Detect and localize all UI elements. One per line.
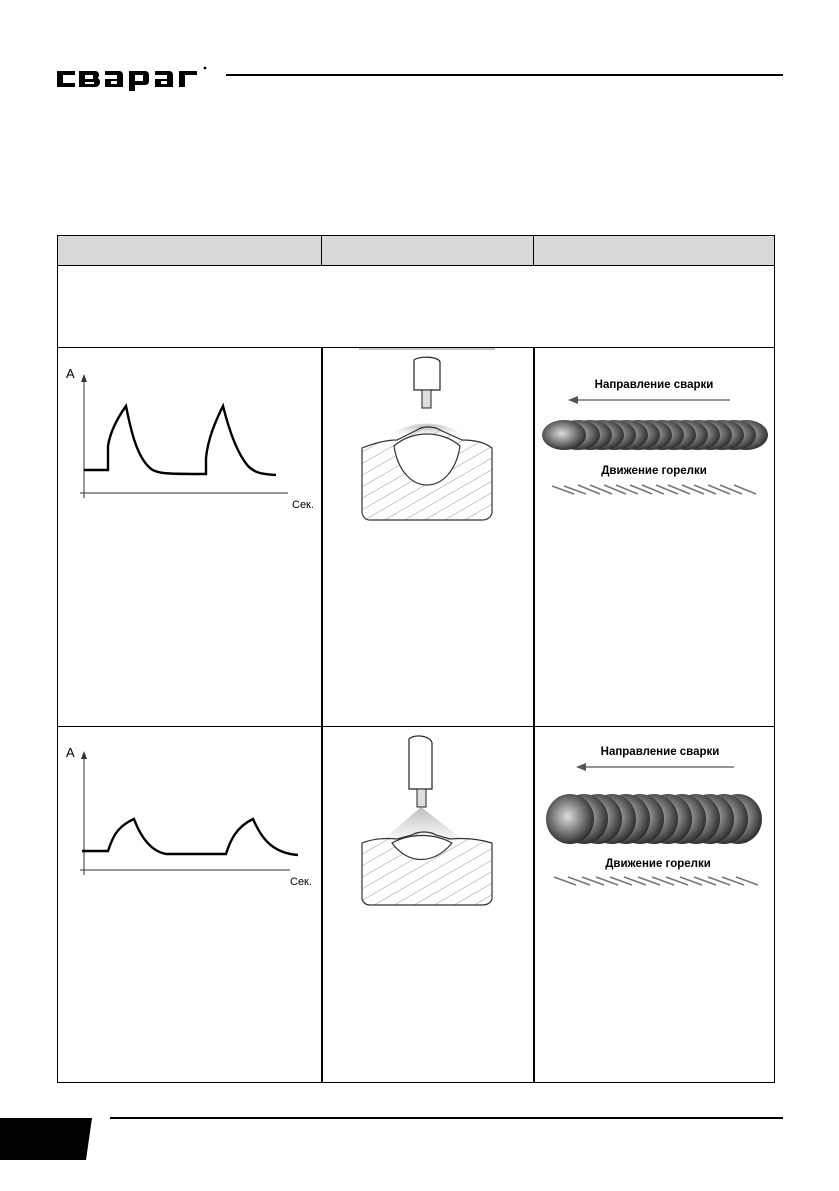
header-cell-3	[534, 236, 774, 265]
torch-zigzag-trace	[554, 877, 758, 885]
torch-penetration-illustration-1	[322, 348, 533, 528]
brand-logo	[55, 57, 215, 93]
table-row	[58, 727, 774, 1082]
torch-zigzag-trace	[552, 485, 756, 494]
welding-modes-table	[57, 235, 775, 1083]
header-cell-1	[58, 236, 322, 265]
y-axis-label: А	[66, 366, 75, 381]
x-axis-label: Сек.	[290, 876, 312, 888]
table-header-row	[58, 236, 774, 266]
weld-seam-illustration-1	[534, 348, 774, 518]
table-row	[58, 348, 774, 727]
header-rule	[226, 74, 783, 76]
weld-direction-label: Направление сварки	[594, 379, 714, 391]
torch-motion-label: Движение горелки	[601, 465, 707, 477]
section-caption-row	[58, 266, 774, 348]
current-graph-1	[58, 348, 320, 518]
weld-seam-illustration-2	[534, 727, 774, 897]
current-graph-2	[58, 727, 320, 897]
header-cell-2	[322, 236, 534, 265]
torch-penetration-illustration-2	[322, 727, 533, 907]
page-number-tab	[0, 1118, 92, 1160]
torch-motion-label: Движение горелки	[605, 858, 711, 870]
y-axis-label: А	[66, 745, 75, 760]
weld-direction-label: Направление сварки	[600, 746, 720, 758]
x-axis-label: Сек.	[292, 499, 314, 511]
footer-rule	[110, 1117, 783, 1119]
